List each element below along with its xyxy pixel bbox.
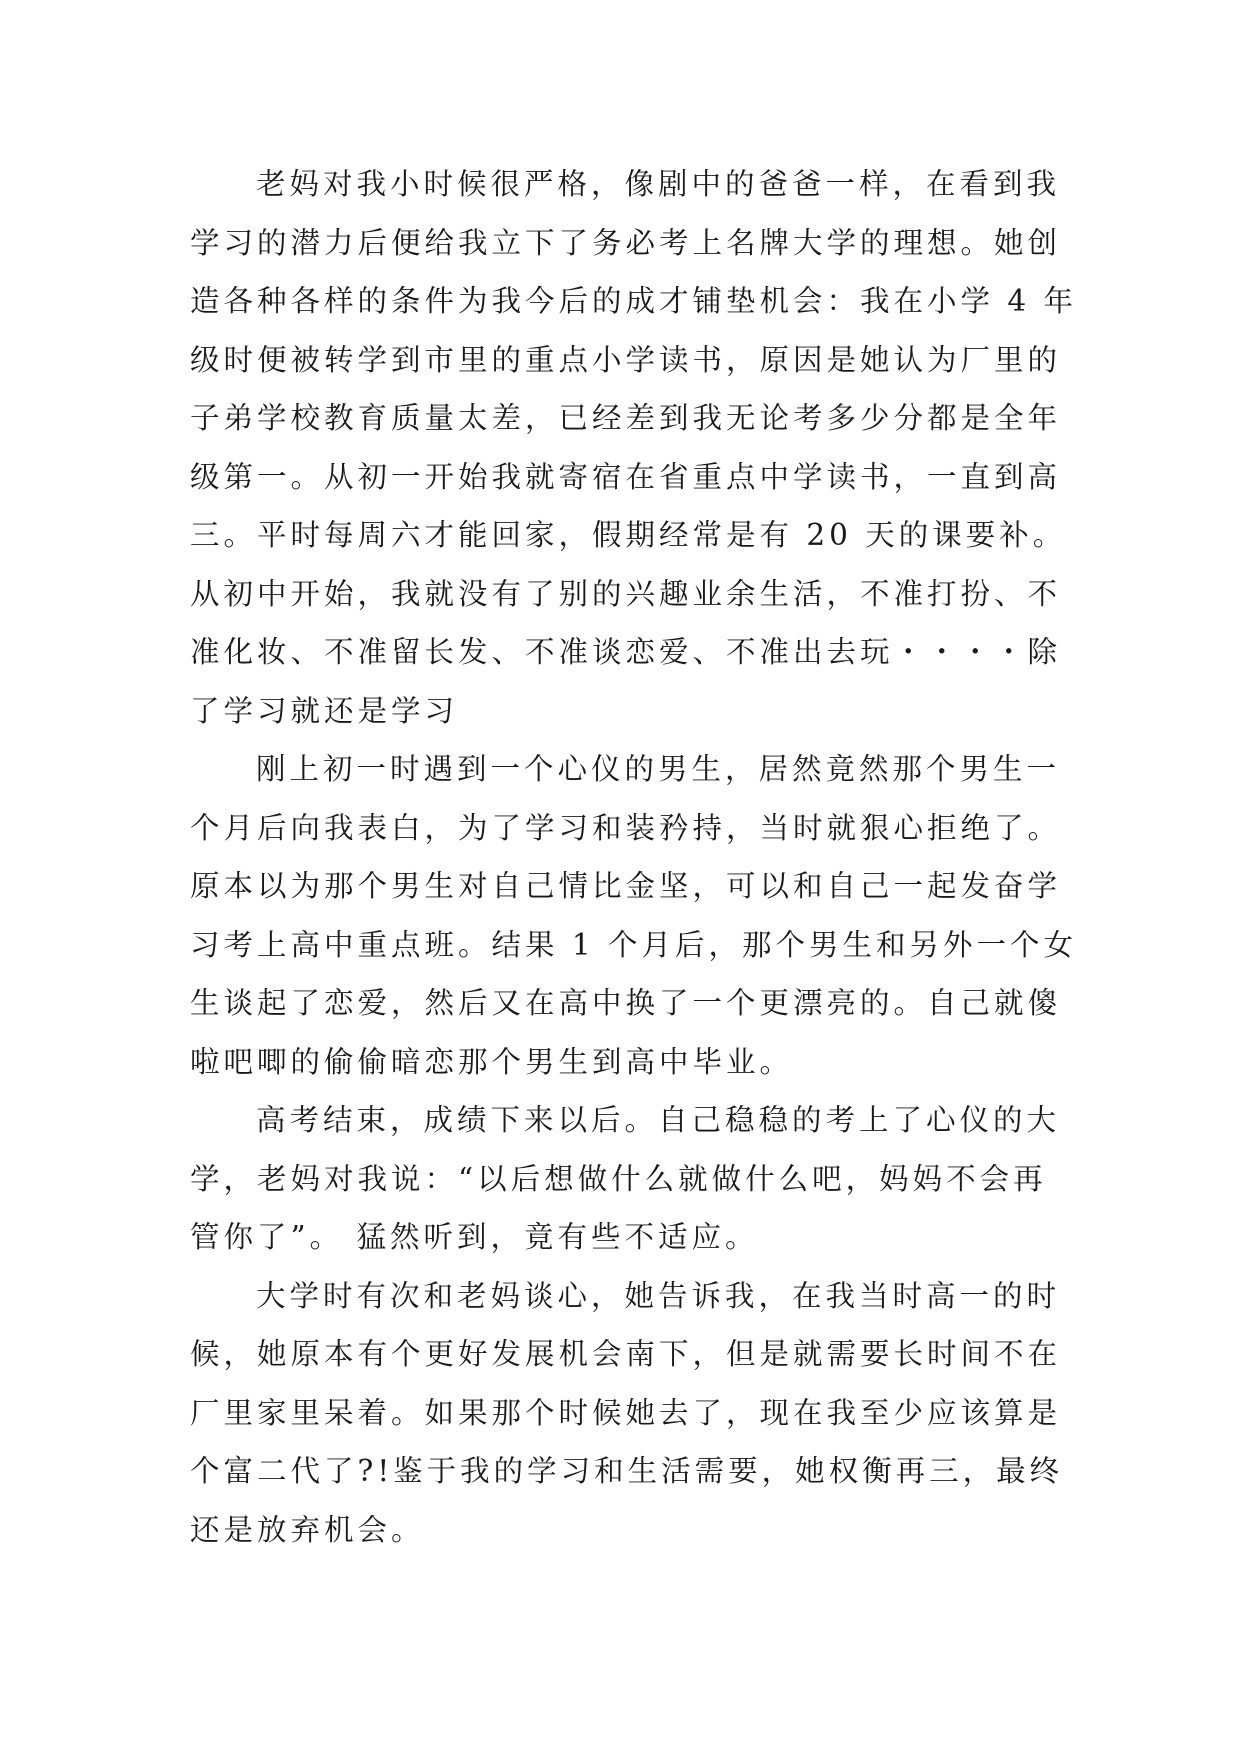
document-body [190, 155, 1078, 1559]
text-line: 子弟学校教育质量太差，已经差到我无论考多少分都是全年 [190, 401, 1062, 435]
paragraph-2 [190, 740, 1078, 1091]
text-line: 准化妆、不准留长发、不准谈恋爱、不准出去玩・・・・除 [190, 635, 1062, 669]
text-line: 个富二代了?!鉴于我的学习和生活需要，她权衡再三，最终 [190, 1454, 1064, 1488]
text-line: 学，老妈对我说：“以后想做什么就做什么吧，妈妈不会再 [190, 1161, 1047, 1196]
text-line: 级时便被转学到市里的重点小学读书，原因是她认为厂里的 [190, 342, 1062, 377]
text-line: 候，她原本有个更好发展机会南下，但是就需要长时间不在 [190, 1337, 1062, 1371]
text-line: 大学时有次和老妈谈心，她告诉我，在我当时高一的时 [256, 1278, 1061, 1313]
text-line: 三。平时每周六才能回家，假期经常是有 20 天的课要补。 [190, 518, 1067, 552]
text-line: 刚上初一时遇到一个心仪的男生，居然竟然那个男生一 [256, 752, 1061, 786]
text-line: 造各种各样的条件为我今后的成才铺垫机会：我在小学 4 年 [190, 284, 1078, 318]
text-line: 老妈对我小时候很严格，像剧中的爸爸一样，在看到我 [256, 167, 1061, 201]
text-line: 啦吧唧的偷偷暗恋那个男生到高中毕业。 [190, 1044, 794, 1079]
text-line: 个月后向我表白，为了学习和装矜持，当时就狠心拒绝了。 [190, 810, 1062, 845]
text-line: 厂里家里呆着。如果那个时候她去了，现在我至少应该算是 [190, 1395, 1062, 1430]
text-line: 了学习就还是学习 [190, 693, 459, 728]
text-line: 习考上高中重点班。结果 1 个月后，那个男生和另外一个女 [190, 927, 1078, 962]
text-line: 生谈起了恋爱，然后又在高中换了一个更漂亮的。自己就傻 [190, 986, 1062, 1020]
text-line: 级第一。从初一开始我就寄宿在省重点中学读书，一直到高 [190, 459, 1062, 494]
text-line: 还是放弃机会。 [190, 1512, 425, 1547]
text-line: 从初中开始，我就没有了别的兴趣业余生活，不准打扮、不 [190, 576, 1062, 611]
text-line: 高考结束，成绩下来以后。自己稳稳的考上了心仪的大 [256, 1103, 1061, 1137]
paragraph-3 [190, 1091, 1061, 1267]
text-line: 学习的潜力后便给我立下了务必考上名牌大学的理想。她创 [190, 225, 1062, 260]
paragraph-4 [190, 1267, 1064, 1560]
text-line: 管你了”。 猛然听到，竟有些不适应。 [190, 1220, 759, 1254]
text-line: 原本以为那个男生对自己情比金坚，可以和自己一起发奋学 [190, 869, 1062, 903]
paragraph-1 [190, 155, 1078, 740]
